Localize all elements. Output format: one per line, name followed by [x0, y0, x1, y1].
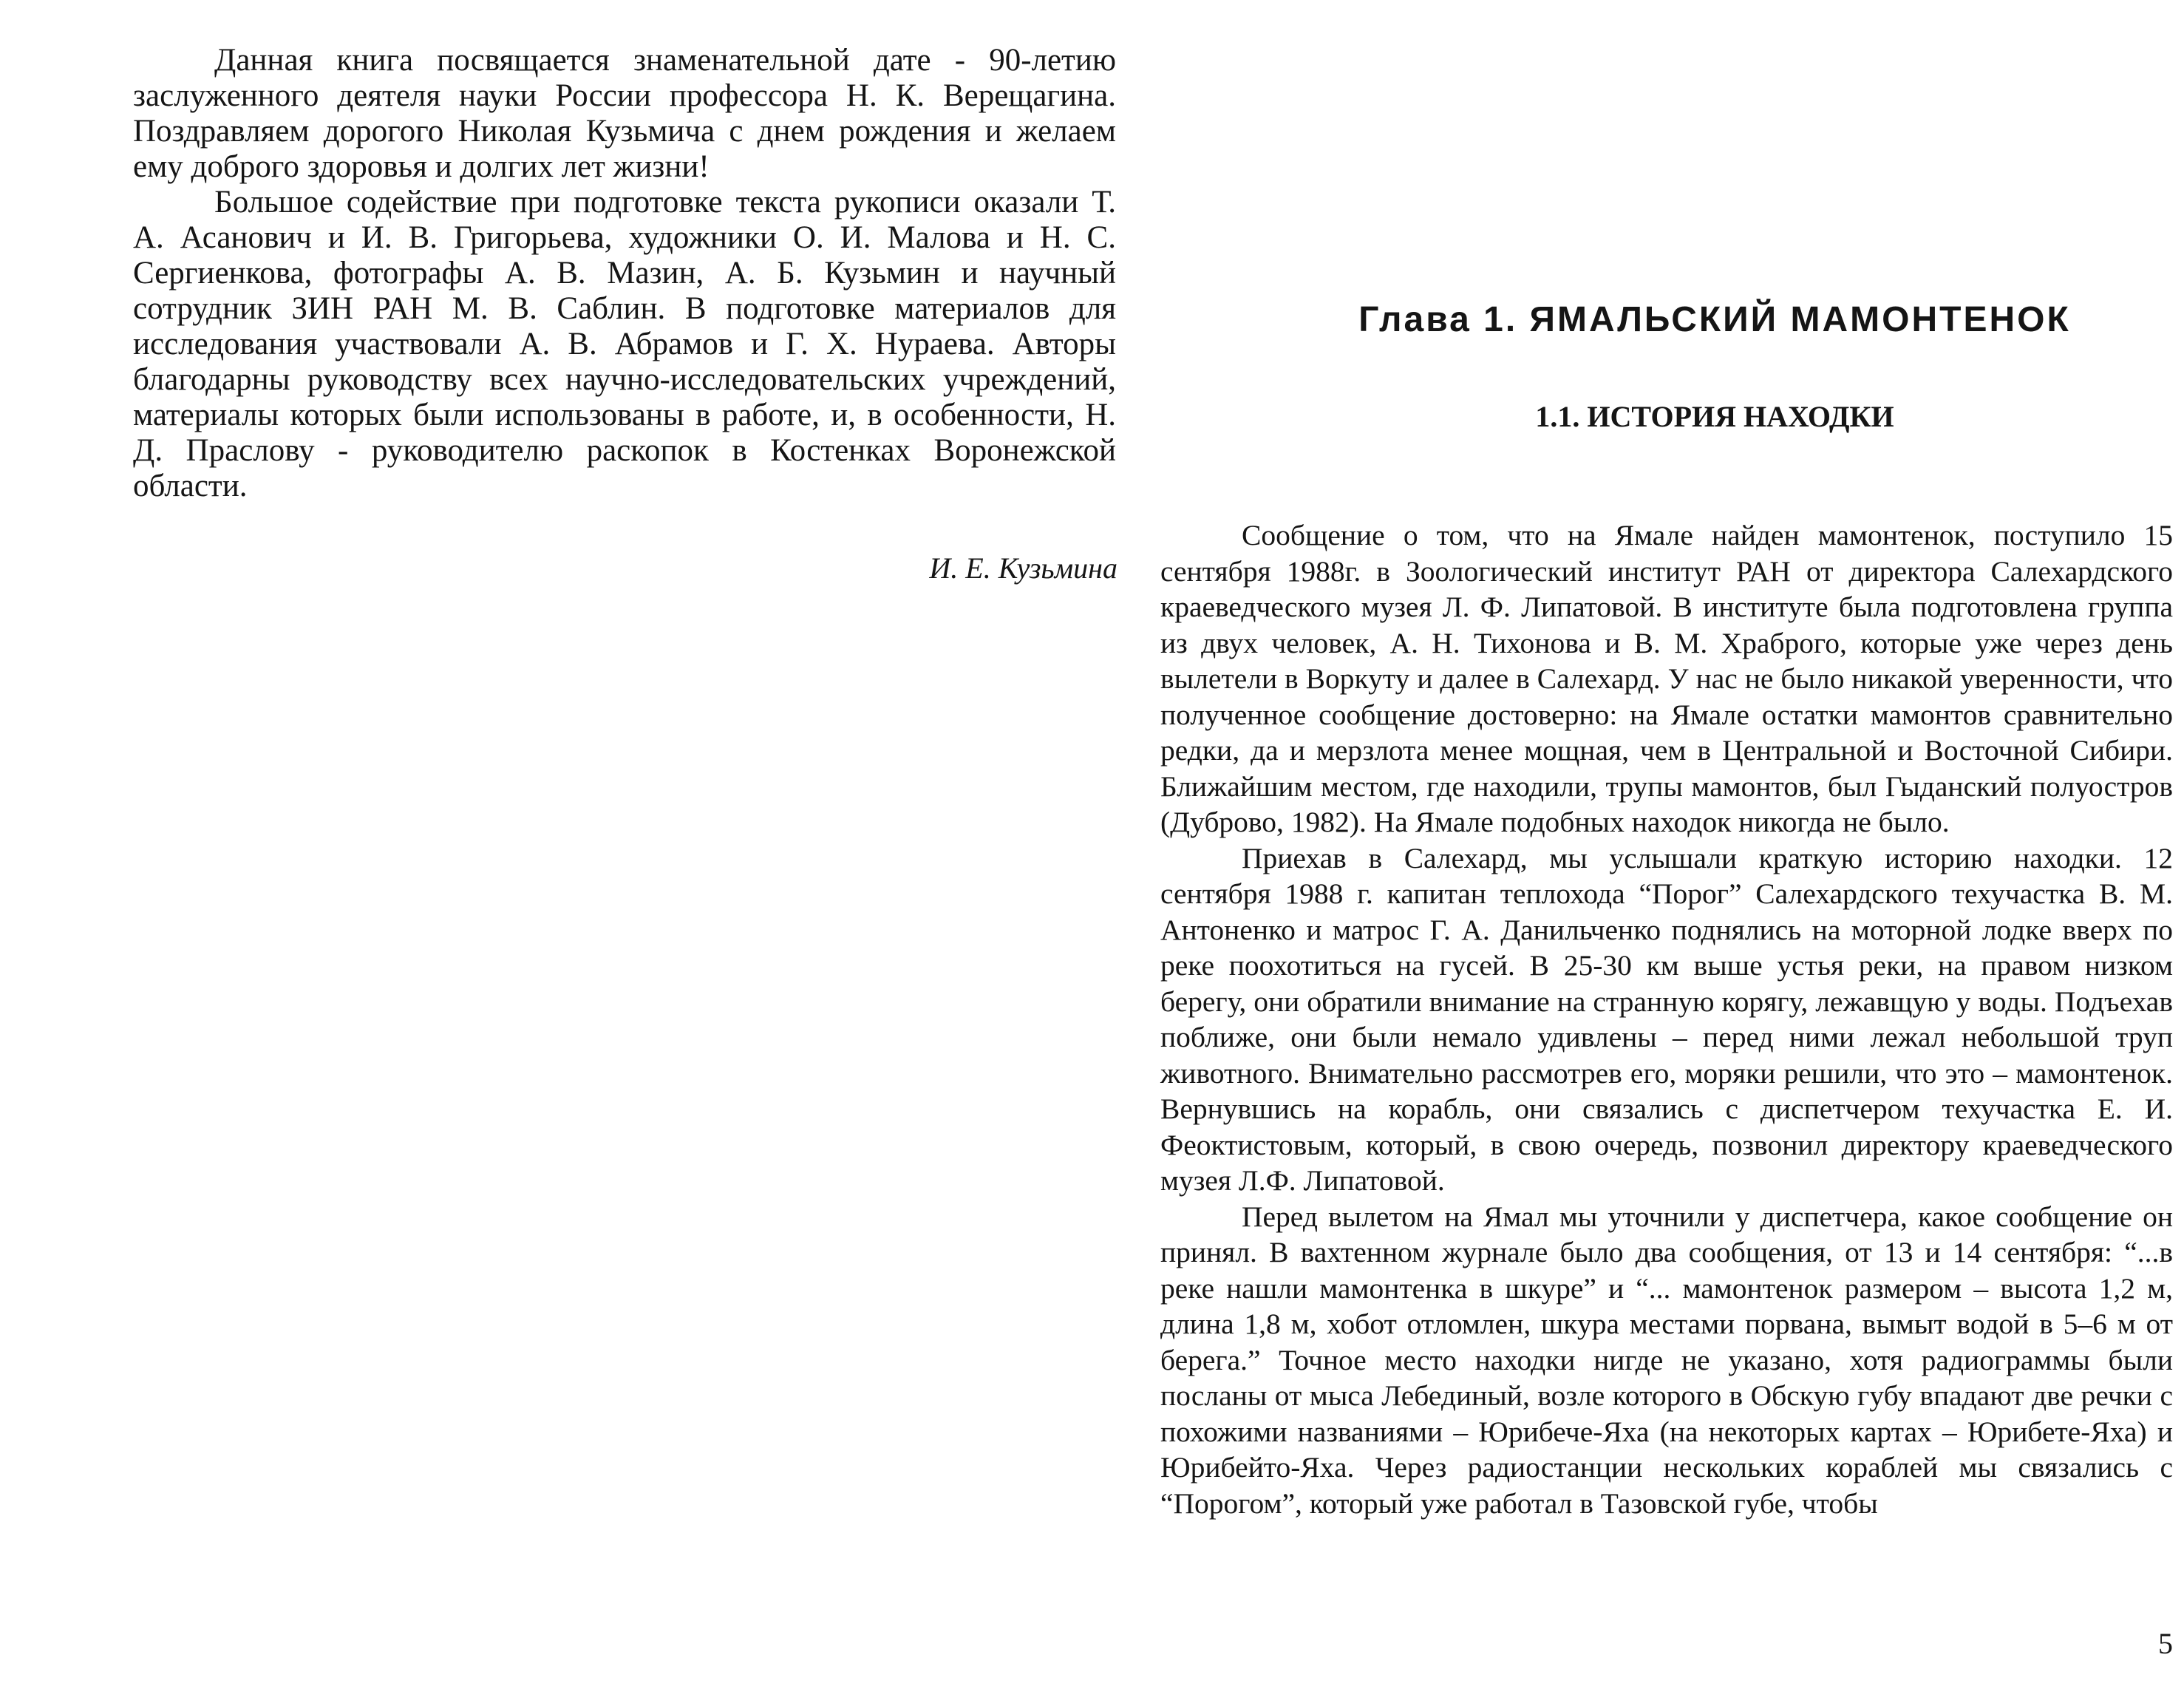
section-title: 1.1. ИСТОРИЯ НАХОДКИ	[1535, 400, 1894, 433]
dedication-text	[133, 43, 1116, 504]
body-paragraph: Приехав в Салехард, мы услышали краткую историю находки. 12 сентября 1988 г. капитан теплохода “Порог” Салехардского техучастка В. М. Антоненко и матрос Г. А. Данильченко поднялись на моторной лодке вверх по реке поохотиться на гусей. В 25-30 км выше устья реки, на правом низком берегу, они обратили внимание на странную корягу, лежавщую у воды. Подъехав поближе, они были немало удивлены – перед ними лежал небольшой труп животного. Внимательно рассмотрев его, моряки решили, что это – мамонтенок. Вернувшись на корабль, они связались с диспетчером техучастка Е. И. Феоктистовым, который, в свою очередь, позвонил директору краеведческого музея Л.Ф. Липатовой.	[1160, 841, 2173, 1197]
acknowledgements-paragraph: Большое содействие при подготовке текста рукописи оказали Т. А. Асанович и И. В. Григорьева, художники О. И. Малова и Н. С. Сергиенкова, фотографы А. В. Мазин, А. Б. Кузьмин и научный сотрудник ЗИН РАН М. В. Саблин. В подготовке материалов для исследования участвовали А. В. Абрамов и Г. Х. Нураева. Авторы благодарны руководству всех научно-исследовательских учреждений, материалы которых были использованы в работе, и, в особенности, Н. Д. Праслову - руководителю раскопок в Костенках Воронежской области.	[133, 185, 1116, 503]
section-body	[1160, 517, 2173, 1521]
chapter-title: Глава 1. ЯМАЛЬСКИЙ МАМОНТЕНОК	[1358, 300, 2071, 339]
page-number: 5	[2158, 1627, 2173, 1660]
dedication-paragraph: Данная книга посвящается знаменательной дате - 90-летию заслуженного деятеля науки России профессора Н. К. Верещагина. Поздравляем дорогого Николая Кузьмича с днем рождения и желаем ему доброго здоровья и долгих лет жизни!	[133, 43, 1116, 184]
body-paragraph: Перед вылетом на Ямал мы уточнили у диспетчера, какое сообщение он принял. В вахтенном журнале было два сообщения, от 13 и 14 сентября: “...в реке нашли мамонтенка в шкуре” и “... мамонтенок размером – высота 1,2 м, длина 1,8 м, хобот отломлен, шкура местами порвана, вымыт водой в 5–6 м от берега.” Точное место находки нигде не указано, хотя радиограммы были посланы от мыса Лебединый, возле которого в Обскую губу впадают две речки с похожими названиями – Юрибече-Яха (на некоторых картах – Юрибете-Яха) и Юрибейто-Яха. Через радиостанции нескольких кораблей мы связались с “Порогом”, который уже работал в Тазовской губе, чтобы	[1160, 1200, 2173, 1520]
right-page	[1138, 0, 2184, 1689]
body-paragraph: Сообщение о том, что на Ямале найден мамонтенок, поступило 15 сентября 1988г. в Зоологический институт РАН от директора Салехардского краеведческого музея Л. Ф. Липатовой. В институте была подготовлена группа из двух человек, А. Н. Тихонова и В. М. Храброго, которые уже через день вылетели в Воркуту и далее в Салехард. У нас не было никакой уверенности, что полученное сообщение достоверно: на Ямале остатки мамонтов сравнительно редки, да и мерзлота менее мощная, чем в Центральной и Восточной Сибири. Ближайшим местом, где находили, трупы мамонтов, был Гыданский полуостров (Дуброво, 1982). На Ямале подобных находок никогда не было.	[1160, 519, 2173, 838]
author-signature: И. Е. Кузьмина	[929, 551, 1117, 585]
